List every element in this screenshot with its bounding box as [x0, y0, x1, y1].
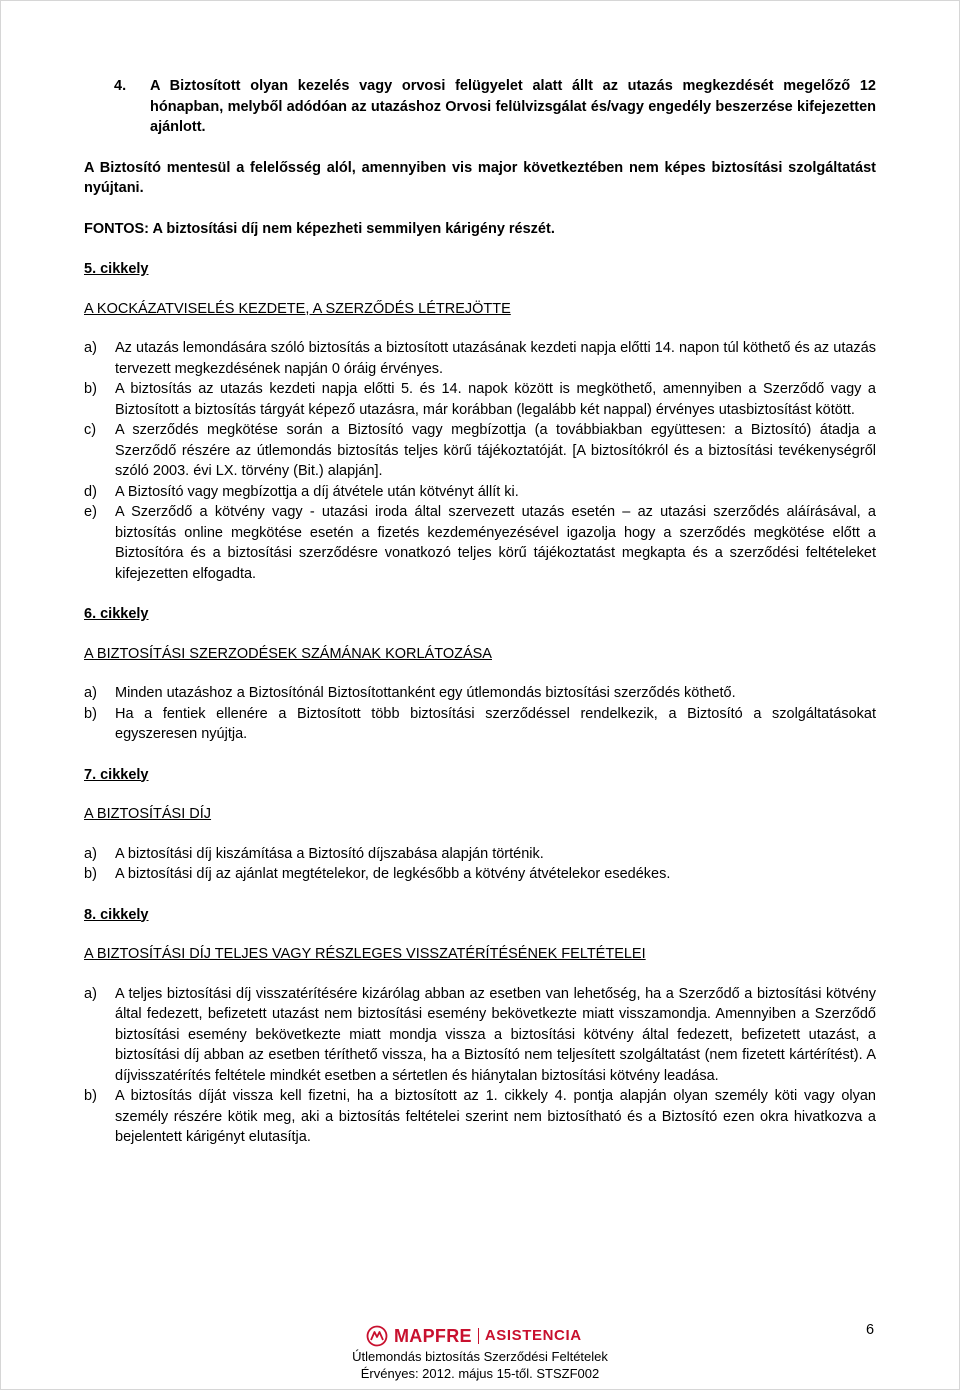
section-7-title: A BIZTOSÍTÁSI DÍJ: [84, 806, 212, 822]
cikkely-8-heading: 8. cikkely: [84, 906, 149, 923]
item-letter: a): [84, 685, 97, 701]
item-text: A szerződés megkötése során a Biztosító vagy megbízottja (a továbbiakban együttesen: a Biztosító) átadja a Szerződő részére az útlemondás biztosítás teljes körű tájékoztatóját. [A biztosítókról és a biztosítási tevékenységről szóló 2003. évi LX. törvény (Bit.) alapján].: [115, 422, 876, 479]
item-text: A biztosítás az utazás kezdeti napja előtti 5. és 14. napok között is megköthető, amennyiben a Szerződő vagy a Biztosított a biztosítás tárgyát képező utazásra, már korábban (legalább két nappal) érvényes utasbiztosítást kötött.: [115, 381, 876, 418]
section-8-title: A BIZTOSÍTÁSI DÍJ TELJES VAGY RÉSZLEGES VISSZATÉRÍTÉSÉNEK FELTÉTELEI: [84, 946, 646, 962]
list-item: [84, 683, 876, 704]
brand-name: MAPFRE: [394, 1325, 472, 1346]
list-item: [84, 984, 876, 1087]
item-text: A biztosítási díj kiszámítása a Biztosító díjszabása alapján történik.: [115, 845, 544, 862]
brand-subname: ASISTENCIA: [484, 1326, 582, 1344]
list-item: [84, 379, 876, 420]
fontos-note: FONTOS: A biztosítási díj nem képezheti semmilyen kárigény részét.: [84, 220, 555, 237]
force-majeure-paragraph: A Biztosító mentesül a felelősség alól, amennyiben vis major következtében nem képes biztosítási szolgáltatást nyújtani.: [84, 159, 876, 196]
list-item: [84, 420, 876, 482]
item-text: A Szerződő a kötvény vagy - utazási iroda által szervezett utazás esetén – az utazási szerződés aláírásával, a biztosítás online megkötése esetén a fizetés kezdeményezésével igazolja hogy a szerződés megkötése előtt a Biztosítóra és a biztosítási szerződésre vonatkozó teljes körű tájékoztatást megkapta és a szerződési feltételeket kifejezetten elfogadta.: [115, 504, 876, 582]
list-item: [84, 338, 876, 379]
section-8-list: [84, 984, 876, 1148]
cikkely-6-heading: 6. cikkely: [84, 606, 149, 622]
footer-validity: Érvényes: 2012. május 15-től. STSZF002: [360, 1366, 600, 1381]
item-letter: b): [84, 1088, 97, 1104]
list-item: [84, 844, 876, 865]
item-letter: b): [84, 705, 97, 722]
section-6-title: A BIZTOSÍTÁSI SZERZODÉSEK SZÁMÁNAK KORLÁTOZÁSA: [84, 645, 492, 662]
page-number: 6: [866, 1322, 875, 1338]
mapfre-emblem-icon: [366, 1325, 388, 1347]
item-letter: c): [84, 422, 97, 438]
item-letter: a): [84, 845, 97, 862]
document-body: [84, 76, 876, 1148]
item-text: A Biztosító vagy megbízottja a díj átvétele után kötvényt állít ki.: [115, 483, 519, 500]
list-item: [84, 704, 876, 745]
section-5-title: A KOCKÁZATVISELÉS KEZDETE, A SZERZŐDÉS LÉTREJÖTTE: [84, 300, 511, 317]
brand-separator: [478, 1328, 479, 1344]
section-5-list: [84, 338, 876, 584]
item-text: A Biztosított olyan kezelés vagy orvosi felügyelet alatt állt az utazás megkezdését megelőző 12 hónapban, melyből adódóan az utazáshoz Orvosi felülvizsgálat és/vagy engedély beszerzése kifejezetten ajánlott.: [150, 78, 876, 135]
list-item: [84, 502, 876, 584]
item-text: A teljes biztosítási díj visszatérítésére kizárólag abban az esetben van lehetőség, ha a Szerződő a biztosítási kötvény által fedezett, befizetett utazást nem biztosítási esemény bekövetkezte miatt visszamondja. Amennyiben a Szerződő biztosítási esemény bekövetkezte miatt mondja vissza a biztosítási kötvény által fedezett, befizetett utazást, a biztosítási díj abban az esetben téríthető vissza, ha a Biztosító nem teljesített szolgáltatást (nem fizetett kártérítést). A díjvisszatérítés feltétele mindkét esetben a sértetlen és hiánytalan biztosítási kötvény leadása.: [115, 985, 876, 1084]
footer-doc-title: Útlemondás biztosítás Szerződési Feltételek: [352, 1349, 608, 1364]
item-text: Ha a fentiek ellenére a Biztosított több biztosítási szerződéssel rendelkezik, a Biztosító a szolgáltatásokat egyszeresen nyújtja.: [115, 705, 876, 742]
item-letter: a): [84, 985, 97, 1002]
cikkely-7-heading: 7. cikkely: [84, 766, 149, 783]
item-letter: b): [84, 381, 97, 397]
item-text: Minden utazáshoz a Biztosítónál Biztosítottanként egy útlemondás biztosítási szerződés köthető.: [115, 685, 736, 701]
list-item: [84, 864, 876, 885]
item-letter: b): [84, 866, 97, 882]
item-letter: e): [84, 504, 97, 520]
item-text: Az utazás lemondására szóló biztosítás a biztosított utazásának kezdeti napja előtti 14. napon túl köthető és az utazás tervezett megkezdésének napján 0 óráig érvényes.: [115, 340, 876, 377]
mapfre-logo: [366, 1325, 582, 1347]
section-7-list: [84, 844, 876, 885]
list-item: [84, 1086, 876, 1148]
section-6-list: [84, 683, 876, 745]
item-text: A biztosítás díját vissza kell fizetni, ha a biztosított az 1. cikkely 4. pontja alapján olyan személy köti vagy olyan személy részére kötik meg, aki a biztosítás feltételei szerint nem biztosítható és a Biztosító ezen okra hivatkozva a bejelentett kárigényt elutasítja.: [115, 1088, 876, 1145]
item-number: 4.: [114, 78, 127, 94]
item-text: A biztosítási díj az ajánlat megtételekor, de legkésőbb a kötvény átvételekor esedékes.: [115, 866, 671, 882]
cikkely-5-heading: 5. cikkely: [84, 261, 149, 277]
list-item: [84, 482, 876, 503]
item-letter: d): [84, 483, 97, 500]
item-letter: a): [84, 340, 97, 356]
numbered-item-4: [84, 76, 876, 138]
